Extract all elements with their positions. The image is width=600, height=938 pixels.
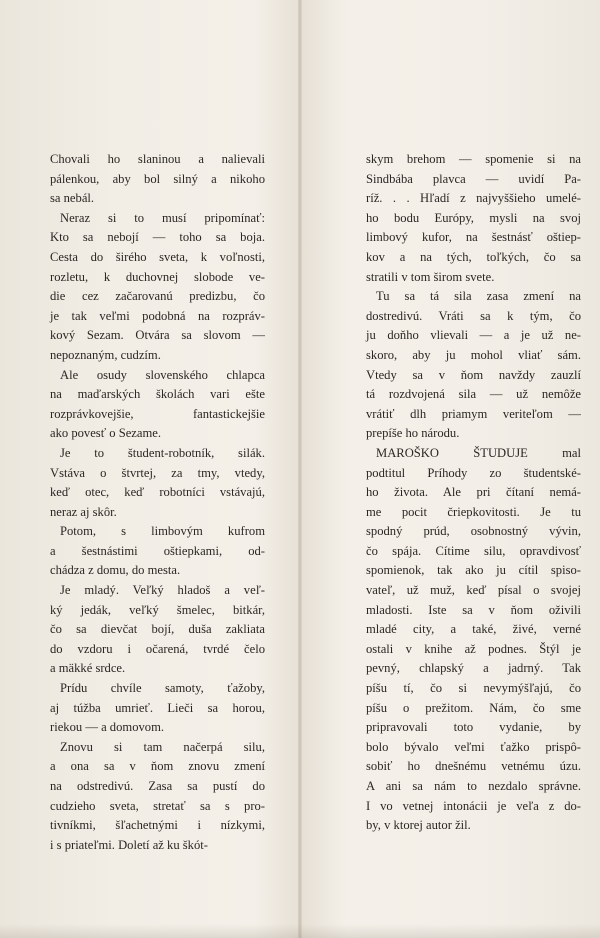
text-line: kov a na tých, toľkých, čo sa: [366, 249, 581, 264]
right-text-column: [366, 150, 581, 836]
text-line: Neraz si to musí pripomínať:: [60, 210, 265, 225]
text-line: bolo bývalo veľmi ťažko prispô-: [366, 739, 581, 754]
text-line: je tak veľmi podobná na rozpráv-: [50, 308, 265, 323]
text-line: ký jedák, veľký šmelec, bitkár,: [50, 602, 265, 617]
text-line: Je to študent-robotník, silák.: [60, 445, 265, 460]
text-line: neraz aj skôr.: [50, 504, 117, 519]
text-line: chádza z domu, do mesta.: [50, 563, 181, 578]
text-line: píšu o prežitom. Nám, čo sme: [366, 700, 581, 715]
text-line: Sindbába plavca — uvidí Pa-: [366, 171, 581, 186]
text-line: kový Sezam. Otvára sa slovom —: [50, 328, 265, 343]
text-line: mladé city, a také, živé, verné: [366, 622, 581, 637]
text-line: Vstáva o štvrtej, za tmy, vtedy,: [50, 465, 265, 480]
text-line: ostali v knihe až podnes. Štýl je: [366, 641, 581, 656]
text-line: pálenkou, aby bol silný a nikoho: [50, 171, 265, 186]
text-line: MAROŠKO ŠTUDUJE mal: [376, 445, 581, 460]
text-line: riekou — a domovom.: [50, 720, 165, 735]
text-line: Kto sa nebojí — toho sa boja.: [50, 230, 265, 245]
text-line: Potom, s limbovým kufrom: [60, 524, 265, 539]
text-line: Prídu chvíle samoty, ťažoby,: [60, 681, 265, 696]
text-line: i s priateľmi. Doletí až ku škót-: [50, 837, 208, 852]
text-line: ríž. . . Hľadí z najvyššieho umelé-: [366, 191, 581, 206]
text-line: na odstredivú. Zasa sa pustí do: [50, 779, 265, 793]
text-line: ako povesť o Sezame.: [50, 426, 161, 441]
text-line: A ani sa nám to nezdalo správne.: [366, 779, 581, 793]
text-line: Vtedy sa v ňom navždy zauzlí: [366, 367, 581, 382]
text-line: sa nebál.: [50, 191, 95, 206]
text-line: a ona sa v ňom znovu zmení: [50, 759, 265, 774]
paragraph: [366, 287, 581, 444]
text-line: spodný prúd, osobnostný vývin,: [366, 524, 581, 539]
paragraph: [50, 522, 265, 581]
paragraph: [366, 444, 581, 836]
text-line: vateľ, už muž, keď písal o svojej: [366, 583, 581, 598]
text-line: pripravovali toto vydanie, by: [366, 720, 581, 735]
paragraph: [50, 150, 265, 209]
paragraph: [50, 444, 265, 522]
paragraph: [50, 209, 265, 366]
paragraph: [50, 581, 265, 679]
text-line: dostredivú. Vráti sa k tým, čo: [366, 308, 581, 323]
text-line: ho života. Ale pri čítaní nemá-: [366, 485, 581, 500]
text-line: me pocit čriepkovitosti. Je tu: [366, 504, 581, 519]
text-line: Chovali ho slaninou a nalievali: [50, 152, 265, 166]
text-line: pevný, chlapský a jadrný. Tak: [366, 661, 581, 676]
text-line: die cez začarovanú predizbu, čo: [50, 289, 265, 304]
text-line: na maďarských školách vari ešte: [50, 387, 265, 402]
text-line: píšu tí, čo si nevymýšľajú, čo: [366, 681, 581, 696]
text-line: Tu sa tá sila zasa zmení na: [376, 289, 581, 304]
paragraph: [50, 738, 265, 856]
text-line: ju doňho vlievali — a je už ne-: [366, 328, 581, 343]
text-line: keď otec, keď robotníci vstávajú,: [50, 485, 265, 500]
text-line: cudzieho sveta, stretať sa s pro-: [50, 798, 265, 813]
text-line: a mäkké srdce.: [50, 661, 126, 676]
text-line: spomienok, tak ako ju cítil spiso-: [366, 563, 581, 578]
text-line: a šestnástimi oštiepkami, od-: [50, 543, 265, 558]
right-page: [302, 0, 600, 938]
text-line: rozprávkovejšie, fantastickejšie: [50, 406, 265, 421]
text-line: stratili v tom širom svete.: [366, 269, 495, 284]
paragraph: [50, 366, 265, 444]
text-line: I vo vetnej intonácii je veľa z do-: [366, 798, 581, 813]
paragraph: [366, 150, 581, 287]
text-line: tá rozdvojená sila — už nemôže: [366, 387, 581, 402]
text-line: prepíše ho národu.: [366, 426, 460, 441]
text-line: podtitul Príhody zo študentské-: [366, 465, 581, 480]
page-bottom-shadow: [0, 924, 600, 938]
text-line: do vzdoru i očarená, tvrdé čelo: [50, 641, 265, 656]
text-line: Znovu si tam načerpá silu,: [60, 739, 265, 754]
text-line: skoro, aby ju mohol vliať sám.: [366, 347, 581, 362]
text-line: rozletu, k duchovnej slobode ve-: [50, 269, 265, 284]
text-line: aj túžba umrieť. Lieči sa horou,: [50, 700, 265, 715]
text-line: ho bodu Európy, mysli na svoj: [366, 210, 581, 225]
text-line: Ale osudy slovenského chlapca: [60, 367, 265, 382]
text-line: vrátiť dlh priamym veriteľom —: [366, 406, 581, 421]
text-line: tivníkmi, šľachetnými i nízkymi,: [50, 818, 265, 833]
text-line: nepoznaným, cudzím.: [50, 347, 161, 362]
text-line: mladosti. Iste sa v ňom oživili: [366, 602, 581, 617]
text-line: čo sa dievčat bojí, duša zakliata: [50, 622, 265, 637]
left-page: [0, 0, 298, 938]
text-line: čo spája. Cítime silu, opravdivosť: [366, 543, 581, 558]
text-line: skym brehom — spomenie si na: [366, 152, 581, 166]
text-line: sobiť ho dnešnému vetnému úzu.: [366, 759, 581, 774]
text-line: by, v ktorej autor žil.: [366, 818, 471, 833]
text-line: Je mladý. Veľký hladoš a veľ-: [60, 583, 265, 598]
left-text-column: [50, 150, 265, 855]
text-line: limbový kufor, na šestnásť oštiep-: [366, 230, 581, 245]
text-line: Cesta do širého sveta, k voľnosti,: [50, 249, 265, 264]
paragraph: [50, 679, 265, 738]
